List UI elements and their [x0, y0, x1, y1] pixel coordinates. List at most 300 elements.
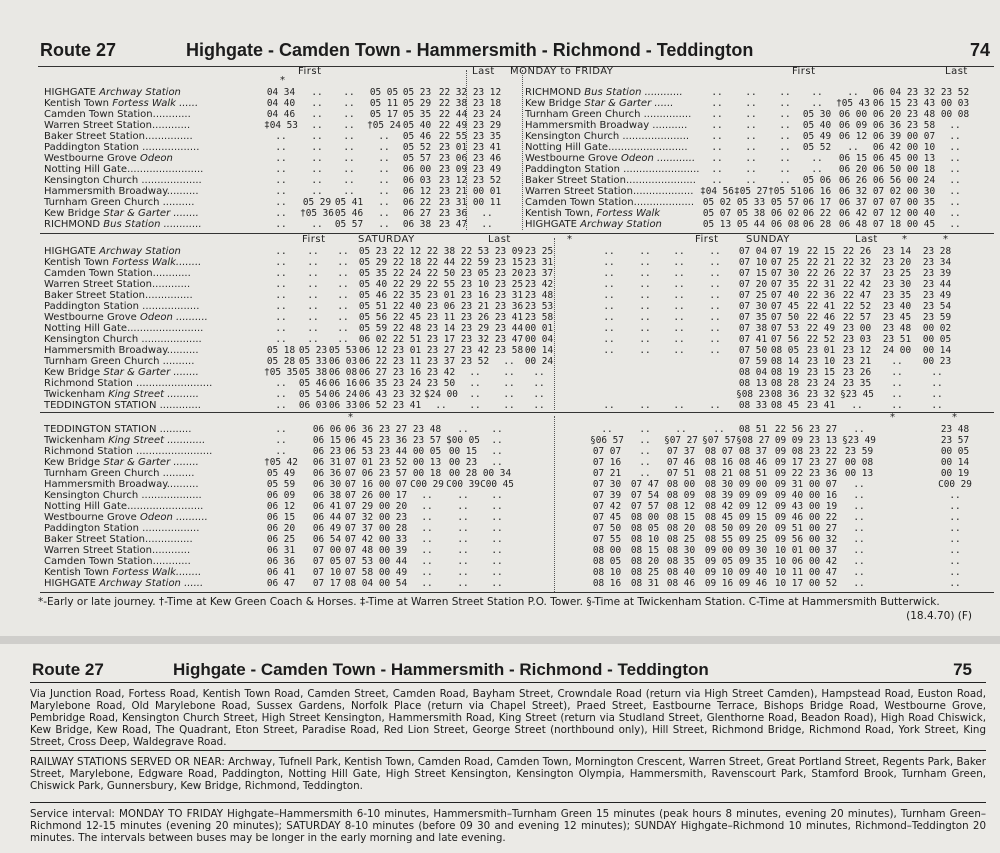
stop-name: Kentish Town, Fortess Walk [525, 208, 661, 219]
departure-time: 10 06 [774, 556, 804, 567]
departure-time: 00 18 [412, 468, 442, 479]
departure-time: .. [949, 534, 961, 545]
stop-name: Kew Bridge Star & Garter ........ [44, 367, 199, 378]
departure-time: 00 39 [378, 545, 408, 556]
departure-time: .. [307, 334, 319, 345]
departure-time: .. [457, 512, 469, 523]
early-late-marker: * [943, 234, 949, 245]
departure-time: 08 00 [630, 512, 660, 523]
departure-time: 08 15 [666, 512, 696, 523]
departure-time: .. [639, 323, 651, 334]
departure-time: 00 17 [378, 490, 408, 501]
timetable-grid [40, 0, 994, 600]
departure-time: .. [853, 501, 865, 512]
departure-time: 07 47 [630, 479, 660, 490]
departure-time: 07 18 [872, 219, 902, 230]
departure-time: .. [931, 400, 943, 411]
departure-time: .. [745, 131, 757, 142]
departure-time: 07 05 [312, 556, 342, 567]
departure-time: .. [307, 257, 319, 268]
departure-time: .. [779, 109, 791, 120]
departure-time: 08 14 [770, 356, 800, 367]
label-first: First [302, 234, 326, 245]
departure-time: 09 16 [704, 578, 734, 589]
departure-time: .. [673, 301, 685, 312]
departure-time: 05 33 [736, 197, 766, 208]
departure-time: 23 24 [472, 109, 502, 120]
departure-time: 06 45 [344, 435, 374, 446]
stop-name: Kensington Church ..................... [525, 131, 690, 142]
departure-time: 07 37 [666, 446, 696, 457]
departure-time: .. [275, 279, 287, 290]
stop-name: Notting Hill Gate......................... [525, 142, 688, 153]
departure-time: .. [949, 523, 961, 534]
departure-time: 00 54 [378, 578, 408, 589]
departure-time: .. [343, 120, 355, 131]
departure-time: 22 51 [392, 334, 422, 345]
departure-time: 07 29 [344, 501, 374, 512]
departure-time: 06 23 [312, 446, 342, 457]
departure-time: .. [949, 567, 961, 578]
departure-time: 23 44 [494, 323, 524, 334]
departure-time: 22 59 [460, 257, 490, 268]
departure-time: 06 31 [266, 545, 296, 556]
stop-name: Paddington Station ........................ [525, 164, 700, 175]
departure-time: .. [711, 164, 723, 175]
stop-name: Notting Hill Gate........................ [44, 323, 204, 334]
departure-time: 23 48 [940, 424, 970, 435]
stop-name: Richmond Station ........................ [44, 378, 213, 389]
departure-time: 07 20 [738, 279, 768, 290]
departure-time: 06 22 [358, 356, 388, 367]
departure-time: 23 57 [412, 435, 442, 446]
departure-time: 23 31 [438, 197, 468, 208]
departure-time: 22 50 [426, 268, 456, 279]
departure-time: 22 32 [438, 87, 468, 98]
departure-time: 05 46 [334, 208, 364, 219]
departure-time: §23 49 [842, 435, 876, 446]
departure-time: 23 41 [472, 142, 502, 153]
departure-time: .. [673, 268, 685, 279]
departure-time: .. [711, 131, 723, 142]
departure-time: .. [847, 87, 859, 98]
departure-time: .. [343, 87, 355, 98]
departure-time: 09 56 [774, 534, 804, 545]
departure-time: 06 42 [838, 208, 868, 219]
departure-time: 00 40 [906, 208, 936, 219]
departure-time: .. [457, 523, 469, 534]
departure-time: .. [275, 446, 287, 457]
departure-time: .. [421, 545, 433, 556]
departure-time: 06 45 [872, 153, 902, 164]
departure-time: 05 18 [266, 345, 296, 356]
service-interval: Service interval: MONDAY TO FRIDAY Highgate–Hammersmith 6-10 minutes, Hammersmith–Turnham Green 15 minutes (peak hours 8 minutes, evening 20 minutes), Turnham Green–Richmond 12-15 minutes (evening 20 minutes); SATURDAY 8-10 minutes (before 09 30 and evening 12 minutes); SUNDAY Highgate–Richmond 10 minutes, Richmond–Teddington 20 minutes. The intervals between buses may be longer in the early morning and late evening. [30, 808, 986, 844]
departure-time: 05 54 [298, 389, 328, 400]
departure-time: 06 41 [266, 567, 296, 578]
departure-time: 06 37 [838, 197, 868, 208]
departure-time: 05 59 [266, 479, 296, 490]
departure-time: 06 39 [872, 131, 902, 142]
departure-time: .. [711, 120, 723, 131]
departure-time: 05 41 [334, 197, 364, 208]
departure-time: .. [853, 556, 865, 567]
departure-time: 08 55 [704, 534, 734, 545]
departure-time: 05 40 [358, 279, 388, 290]
departure-time: .. [779, 131, 791, 142]
header-rule [30, 682, 986, 683]
departure-time: .. [745, 175, 757, 186]
departure-time: .. [949, 490, 961, 501]
departure-time: 07 30 [738, 301, 768, 312]
departure-time: 00 20 [378, 501, 408, 512]
departure-time: 23 14 [426, 323, 456, 334]
departure-time: 00 28 [448, 468, 478, 479]
departure-time: 23 44 [922, 279, 952, 290]
departure-time: .. [337, 246, 349, 257]
departure-time: .. [603, 257, 615, 268]
departure-time: 23 41 [392, 400, 422, 411]
departure-time: 22 55 [438, 131, 468, 142]
departure-time: 23 36 [494, 301, 524, 312]
departure-time: 05 11 [369, 98, 399, 109]
departure-time: 08 36 [770, 389, 800, 400]
departure-time: .. [275, 435, 287, 446]
stop-name: Notting Hill Gate........................ [44, 501, 204, 512]
departure-time: 22 21 [806, 257, 836, 268]
departure-time: .. [949, 545, 961, 556]
departure-time: .. [853, 545, 865, 556]
departure-time: .. [307, 301, 319, 312]
departure-time: .. [421, 567, 433, 578]
route-title: Highgate - Camden Town - Hammersmith - Richmond - Teddington [173, 660, 709, 679]
departure-time: 06 24 [328, 389, 358, 400]
departure-time: 07 53 [770, 323, 800, 334]
departure-time: 05 13 [702, 219, 732, 230]
departure-time: 22 41 [806, 301, 836, 312]
stop-name: Westbourne Grove Odeon .......... [44, 512, 208, 523]
departure-time: §08 23 [736, 389, 770, 400]
departure-time: .. [343, 131, 355, 142]
departure-time: 09 22 [774, 468, 804, 479]
departure-time: 22 38 [426, 246, 456, 257]
departure-time: 00 14 [940, 457, 970, 468]
departure-time: 00 10 [906, 142, 936, 153]
departure-time: 08 10 [592, 567, 622, 578]
stop-name: RICHMOND Bus Station ............ [525, 87, 683, 98]
departure-time: 22 40 [392, 301, 422, 312]
departure-time: 06 27 [358, 367, 388, 378]
label-last: Last [855, 234, 878, 245]
departure-time: 23 01 [426, 290, 456, 301]
departure-time: 23 29 [472, 120, 502, 131]
departure-time: 07 00 [312, 545, 342, 556]
departure-time: 22 29 [392, 279, 422, 290]
departure-time: .. [931, 367, 943, 378]
departure-time: .. [275, 153, 287, 164]
departure-time: 08 42 [704, 501, 734, 512]
departure-time: 23 42 [460, 345, 490, 356]
departure-time: 06 15 [312, 435, 342, 446]
departure-time: 09 10 [704, 567, 734, 578]
stop-name: Kew Bridge Star & Garter ........ [44, 208, 199, 219]
label-last: Last [945, 66, 968, 77]
departure-time: 23 25 [524, 246, 554, 257]
departure-time: 08 16 [704, 457, 734, 468]
departure-time: 00 28 [378, 523, 408, 534]
departure-time: .. [378, 219, 390, 230]
departure-time: .. [745, 109, 757, 120]
departure-time: 07 51 [666, 468, 696, 479]
departure-time: .. [891, 389, 903, 400]
departure-time: 23 13 [808, 435, 838, 446]
departure-time: 23 51 [882, 334, 912, 345]
departure-time: 06 00 [402, 164, 432, 175]
departure-time: §07 27 [664, 435, 698, 446]
departure-time: 07 55 [592, 534, 622, 545]
departure-time: 09 35 [738, 556, 768, 567]
departure-time: 06 47 [266, 578, 296, 589]
departure-time: 05 30 [802, 109, 832, 120]
departure-time: 06 16 [802, 186, 832, 197]
departure-time: 05 49 [266, 468, 296, 479]
departure-time: .. [491, 446, 503, 457]
departure-time: 07 02 [872, 186, 902, 197]
departure-time: 09 00 [738, 479, 768, 490]
departure-time: 06 27 [402, 208, 432, 219]
departure-time: 06 50 [872, 164, 902, 175]
departure-time: 00 23 [448, 457, 478, 468]
departure-time: .. [779, 164, 791, 175]
departure-time: 06 15 [266, 512, 296, 523]
departure-time: .. [853, 523, 865, 534]
departure-time: 00 27 [808, 523, 838, 534]
departure-time: .. [491, 556, 503, 567]
departure-time: 07 41 [738, 334, 768, 345]
departure-time: .. [639, 257, 651, 268]
departure-time: 07 45 [770, 301, 800, 312]
departure-time: 07 54 [630, 490, 660, 501]
stop-name: Twickenham King Street ............ [44, 435, 206, 446]
departure-time: 06 12 [838, 131, 868, 142]
departure-time: 06 26 [838, 175, 868, 186]
departure-time: 00 23 [922, 356, 952, 367]
departure-time: .. [673, 257, 685, 268]
departure-time: 06 09 [266, 490, 296, 501]
departure-time: .. [639, 345, 651, 356]
page-header [0, 660, 1000, 684]
stop-name: Kentish Town Fortess Walk ...... [44, 98, 199, 109]
departure-time: 07 45 [592, 512, 622, 523]
departure-time: .. [491, 578, 503, 589]
departure-time: 09 46 [774, 512, 804, 523]
departure-time: 23 58 [494, 345, 524, 356]
early-late-marker: * [890, 412, 896, 423]
departure-time: 23 58 [524, 312, 554, 323]
departure-time: 07 57 [630, 501, 660, 512]
departure-time: .. [639, 246, 651, 257]
early-late-marker: * [952, 412, 958, 423]
departure-time: 22 36 [806, 290, 836, 301]
departure-time: 09 09 [774, 435, 804, 446]
departure-time: 23 06 [426, 301, 456, 312]
departure-time: 00 08 [844, 457, 874, 468]
departure-time: 23 15 [806, 367, 836, 378]
departure-time: .. [275, 301, 287, 312]
stop-name: Kensington Church ................... [44, 334, 202, 345]
departure-time: 05 56 [358, 312, 388, 323]
route-title: Highgate - Camden Town - Hammersmith - Richmond - Teddington [186, 40, 754, 60]
departure-time: .. [378, 197, 390, 208]
departure-time: 07 16 [344, 479, 374, 490]
departure-time: 23 21 [438, 186, 468, 197]
departure-time: .. [343, 153, 355, 164]
departure-time: .. [745, 87, 757, 98]
departure-time: 23 36 [808, 468, 838, 479]
departure-time: 23 49 [472, 164, 502, 175]
departure-time: .. [421, 523, 433, 534]
departure-time: .. [709, 345, 721, 356]
departure-time: 05 06 [802, 175, 832, 186]
departure-time: .. [311, 98, 323, 109]
departure-time: $00 05 [446, 435, 480, 446]
label-monday-to-friday: MONDAY to FRIDAY [510, 66, 614, 77]
departure-time: .. [275, 197, 287, 208]
departure-time: .. [675, 424, 687, 435]
departure-time: 23 16 [392, 367, 422, 378]
departure-time: .. [337, 290, 349, 301]
departure-time: 23 20 [494, 268, 524, 279]
departure-time: 07 48 [344, 545, 374, 556]
departure-time: 22 12 [392, 246, 422, 257]
departure-time: .. [603, 345, 615, 356]
departure-time: .. [469, 389, 481, 400]
departure-time: 05 23 [402, 87, 432, 98]
departure-time: .. [811, 98, 823, 109]
stop-name: Twickenham King Street .......... [44, 389, 199, 400]
departure-time: 23 18 [472, 98, 502, 109]
departure-time: 08 45 [770, 400, 800, 411]
departure-time: 07 32 [344, 512, 374, 523]
departure-time: 00 15 [448, 446, 478, 457]
departure-time: 23 52 [460, 356, 490, 367]
departure-time: 06 43 [358, 389, 388, 400]
departure-time: 09 25 [738, 534, 768, 545]
departure-time: 07 59 [738, 356, 768, 367]
departure-time: .. [491, 435, 503, 446]
stop-name: Kensington Church ................... [44, 490, 202, 501]
departure-time: 05 02 [702, 197, 732, 208]
departure-time: 07 26 [344, 490, 374, 501]
departure-time: 07 06 [344, 468, 374, 479]
stop-name: Baker Street Station............... [44, 131, 193, 142]
stop-name: Notting Hill Gate........................ [44, 164, 204, 175]
departure-time: 08 21 [704, 468, 734, 479]
departure-time: 23 35 [842, 378, 872, 389]
departure-time: 22 31 [806, 279, 836, 290]
departure-time: 23 14 [882, 246, 912, 257]
departure-time: 09 43 [774, 501, 804, 512]
departure-time: 09 05 [704, 556, 734, 567]
departure-time: .. [533, 400, 545, 411]
departure-time: .. [275, 424, 287, 435]
departure-time: 23 20 [882, 257, 912, 268]
departure-time: 23 35 [882, 290, 912, 301]
departure-time: 09 51 [774, 523, 804, 534]
departure-time: 22 45 [392, 312, 422, 323]
label-last: Last [488, 234, 511, 245]
departure-time: .. [709, 301, 721, 312]
departure-time: 23 46 [472, 153, 502, 164]
departure-time: 06 48 [838, 219, 868, 230]
departure-time: .. [673, 345, 685, 356]
departure-time: 00 34 [482, 468, 512, 479]
departure-time: .. [639, 301, 651, 312]
stop-name: Turnham Green Church ............... [525, 109, 692, 120]
departure-time: 09 12 [738, 501, 768, 512]
early-late-marker: * [902, 234, 908, 245]
departure-time: 23 45 [882, 312, 912, 323]
departure-time: .. [853, 534, 865, 545]
departure-time: 22 57 [842, 312, 872, 323]
departure-time: 05 52 [402, 142, 432, 153]
departure-time: 22 48 [392, 323, 422, 334]
departure-time: .. [311, 219, 323, 230]
departure-time: .. [779, 87, 791, 98]
stop-name: Warren Street Station............ [44, 545, 191, 556]
departure-time: 00 22 [808, 512, 838, 523]
departure-time: 05 35 [402, 109, 432, 120]
departure-time: .. [949, 512, 961, 523]
departure-time: 23 09 [438, 164, 468, 175]
departure-time: .. [711, 142, 723, 153]
route-description: Via Junction Road, Fortess Road, Kentish Town Road, Camden Street, Camden Road, Bayham Street, Crowndale Road (return via High Street Camden), Hampstead Road, Euston Road, Marylebone Road, Old Marylebone Road, Sussex Gardens, Norfolk Place (return via Chapel Street), Praed Street, Eastbourne Terrace, Bishops Bridge Road, Westbourne Grove, Pembridge Road, Kensington Church Street, High Street Kensington, Hammersmith Road, King Street (return via Studland Street, Glenthorne Road, Beadon Road), High Road Chiswick, Kew Bridge, Kew Road, The Quadrant, Eton Street, Paradise Road, Red Lion Street, George Street (northbound only), Hill Street, Richmond Bridge, Richmond Road, York Street, King Street, Cross Deep, Waldegrave Road. [30, 688, 986, 748]
departure-time: .. [457, 567, 469, 578]
departure-time: .. [603, 312, 615, 323]
departure-time: .. [949, 556, 961, 567]
departure-time: C00 29 [938, 479, 972, 490]
column-divider [554, 238, 555, 410]
departure-time: §08 27 [736, 435, 770, 446]
departure-time: 06 12 [358, 345, 388, 356]
departure-time: .. [603, 290, 615, 301]
departure-time: 07 25 [770, 257, 800, 268]
stop-name: Camden Town Station................... [525, 197, 695, 208]
departure-time: 08 25 [630, 567, 660, 578]
departure-time: .. [711, 98, 723, 109]
departure-time: 23 50 [426, 378, 456, 389]
departure-time: 00 49 [378, 567, 408, 578]
departure-time: .. [709, 257, 721, 268]
departure-time: 00 13 [844, 468, 874, 479]
departure-time: .. [603, 279, 615, 290]
departure-time: .. [457, 424, 469, 435]
departure-time: 23 31 [524, 257, 554, 268]
departure-time: .. [275, 208, 287, 219]
departure-time: 09 09 [738, 490, 768, 501]
departure-time: .. [779, 98, 791, 109]
departure-time: 23 44 [378, 446, 408, 457]
departure-time: 23 21 [842, 356, 872, 367]
departure-time: .. [275, 378, 287, 389]
departure-time: .. [307, 246, 319, 257]
departure-time: .. [378, 208, 390, 219]
departure-time: .. [779, 120, 791, 131]
departure-time: .. [853, 567, 865, 578]
departure-time: .. [343, 98, 355, 109]
stop-name: Westbourne Grove Odeon .......... [44, 312, 208, 323]
departure-time: 08 16 [592, 578, 622, 589]
departure-time: 05 29 [358, 257, 388, 268]
